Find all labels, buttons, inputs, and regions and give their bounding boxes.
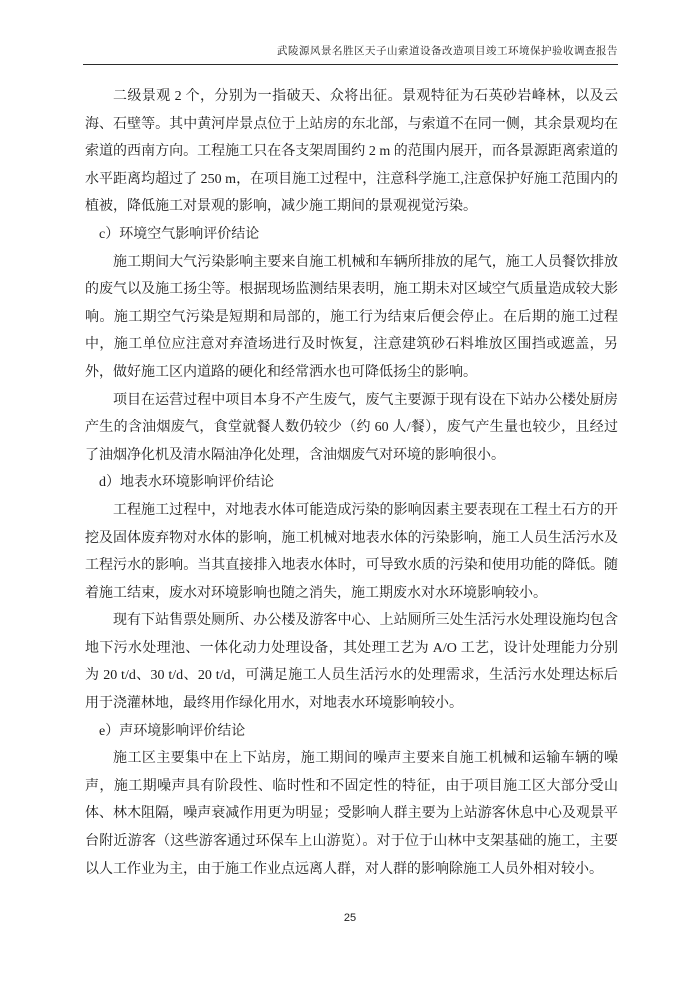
body-paragraph-operation-air: 项目在运营过程中项目本身不产生废气，废气主要源于现有设在下站办公楼处厨房产生的含油烟废气，食堂就餐人数仍较少（约 60 人/餐），废气产生量也较少，且经过了油烟净化机及清水隔油净化处理，含油烟废气对环境的影响很小。 bbox=[85, 392, 618, 463]
section-heading-d-surface-water: d）地表水环境影响评价结论 bbox=[99, 475, 274, 491]
body-paragraph-construction-water: 工程施工过程中，对地表水体可能造成污染的影响因素主要表现在工程土石方的开挖及固体废弃物对水体的影响，施工机械对地表水体的污染影响，施工人员生活污水及工程污水的影响。当其直接排入地表水体时，可导致水质的污染和使用功能的降低。随着施工结束，废水对环境影响也随之消失，施工期废水对水环境影响较小。 bbox=[85, 502, 618, 601]
body-paragraph-landscape-impact: 二级景观 2 个，分别为一指破天、众将出征。景观特征为石英砂岩峰林，以及云海、石壁等。其中黄河岸景点位于上站房的东北部，与索道不在同一侧，其余景观均在索道的西南方向。工程施工只在各支架周围约 2 m 的范围内展开，而各景源距离索道的水平距离均超过了 250 m，在项目施工过程中，注意科学施工,注意保护好施工范围内的植被，降低施工对景观的影响，减少施工期间的景观视觉污染。 bbox=[85, 89, 618, 215]
body-paragraph-sewage-treatment: 现有下站售票处厕所、办公楼及游客中心、上站厕所三处生活污水处理设施均包含地下污水处理池、一体化动力处理设备，其处理工艺为 A/O 工艺，设计处理能力分别为 20 t/d、30 t/d、20 t/d，可满足施工人员生活污水的处理需求，生活污水处理达标后用于浇灌林地，最终用作绿化用水，对地表水环境影响较小。 bbox=[85, 613, 618, 712]
header-rule bbox=[83, 64, 618, 65]
section-heading-e-noise: e）声环境影响评价结论 bbox=[99, 723, 246, 739]
page-number: 25 bbox=[343, 912, 357, 924]
body-paragraph-noise-impact: 施工区主要集中在上下站房，施工期间的噪声主要来自施工机械和运输车辆的噪声，施工期噪声具有阶段性、临时性和不固定性的特征，由于项目施工区大部分受山体、林木阻隔，噪声衰减作用更为明显；受影响人群主要为上站游客休息中心及观景平台附近游客（这些游客通过环保车上山游览）。对于位于山林中支架基础的施工，主要以人工作业为主，由于施工作业点远离人群，对人群的影响除施工人员外相对较小。 bbox=[85, 751, 618, 877]
running-header-title: 武陵源风景名胜区天子山索道设备改造项目竣工环境保护验收调查报告 bbox=[277, 46, 618, 57]
body-paragraph-construction-air: 施工期间大气污染影响主要来自施工机械和车辆所排放的尾气，施工人员餐饮排放的废气以及施工扬尘等。根据现场监测结果表明，施工期未对区域空气质量造成较大影响。施工期空气污染是短期和局部的，施工行为结束后便会停止。在后期的施工过程中，施工单位应注意对弃渣场进行及时恢复，注意建筑砂石料堆放区围挡或遮盖，另外，做好施工区内道路的硬化和经常洒水也可降低扬尘的影响。 bbox=[85, 254, 618, 380]
section-heading-c-air-quality: c）环境空气影响评价结论 bbox=[99, 226, 260, 242]
document-body bbox=[85, 83, 618, 883]
